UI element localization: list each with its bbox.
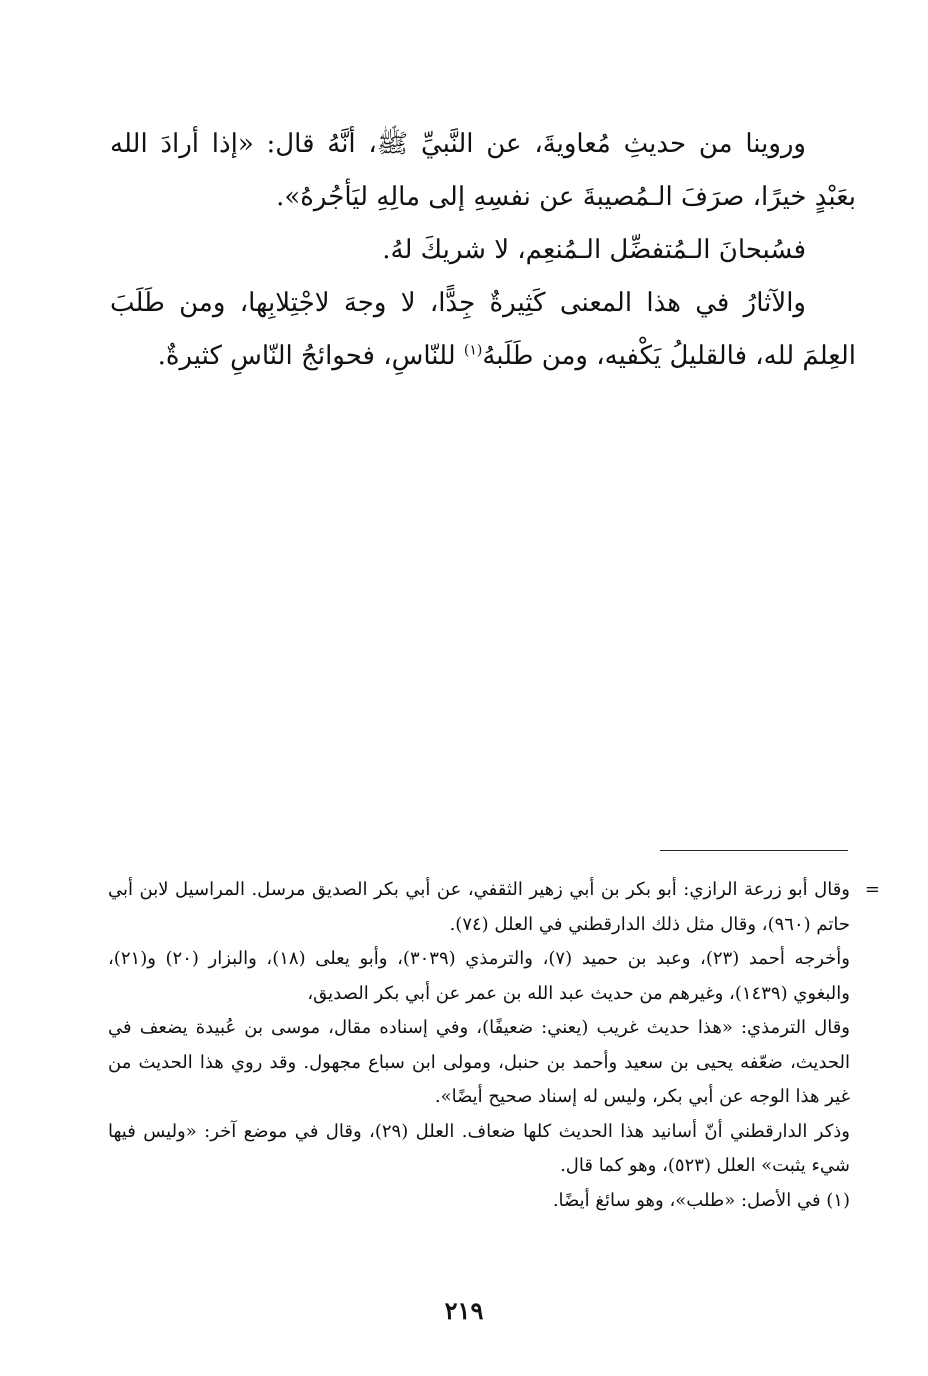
footnote-divider [660,850,848,851]
footnote-line: وذكر الدارقطني أنّ أسانيد هذا الحديث كلها ضعاف. العلل (٢٩)، وقال في موضع آخر: «وليس فيها شيء يثبت» العلل (٥٢٣)، وهو كما قال. [108,1120,850,1176]
paragraph-athar [110,277,856,383]
footnote-line: وأخرجه أحمد (٢٣)، وعبد بن حميد (٧)، والترمذي (٣٠٣٩)، وأبو يعلى (١٨)، والبزار (٢٠) و(٢١)، والبغوي (١٤٣٩)، وغيرهم من حديث عبد الله بن عمر عن أبي بكر الصديق، [108,948,850,1004]
paragraph-athar-tail: للنّاسِ، فحوائجُ النّاسِ كثيرةٌ. [157,341,456,371]
footnote-line: وقال الترمذي: «هذا حديث غريب (يعني: ضعيفًا)، وفي إسناده مقال، موسى بن عُبيدة يضعف في الحديث، ضعّفه يحيى بن سعيد وأحمد بن حنبل، ومولى ابن سباع مجهول. وقد روي هذا الحديث من غير هذا الوجه عن أبي بكر، وليس له إسناد صحيح أيضًا». [108,1017,850,1107]
paragraph-athar-text: والآثارُ في هذا المعنى كَثِيرةٌ جِدًّا، لا وجهَ لاجْتِلابِها، ومن طَلَبَ العِلمَ لله، فالقليلُ يَكْفيه، ومن طَلَبهُ [110,288,856,371]
footnote-continuation [108,873,880,942]
footnotes-section [108,873,880,1218]
page-number: ٢١٩ [444,1296,484,1325]
paragraph-praise: فسُبحانَ الـمُتفضِّل الـمُنعِم، لا شريكَ لهُ. [382,235,806,265]
footnote-1: (١) في الأصل: «طلب»، وهو سائغ أيضًا. [552,1189,850,1211]
main-text [110,118,856,383]
footnote-reference[interactable]: (١) [463,342,483,359]
paragraph-hadith: وروينا من حديثِ مُعاويةَ، عن النَّبيِّ ﷺ، أنَّهُ قال: «إذا أرادَ الله بعَبْدٍ خيرًا، صرَفَ الـمُصيبةَ عن نفسِهِ إلى مالِهِ ليَأجُرهُ». [110,129,856,212]
footnote-line: وقال أبو زرعة الرازي: أبو بكر بن أبي زهير الثقفي، عن أبي بكر الصديق مرسل. المراسيل لابن أبي حاتم (٩٦٠)، وقال مثل ذلك الدارقطني في العلل (٧٤). [108,879,850,935]
continuation-mark: = [864,879,880,900]
